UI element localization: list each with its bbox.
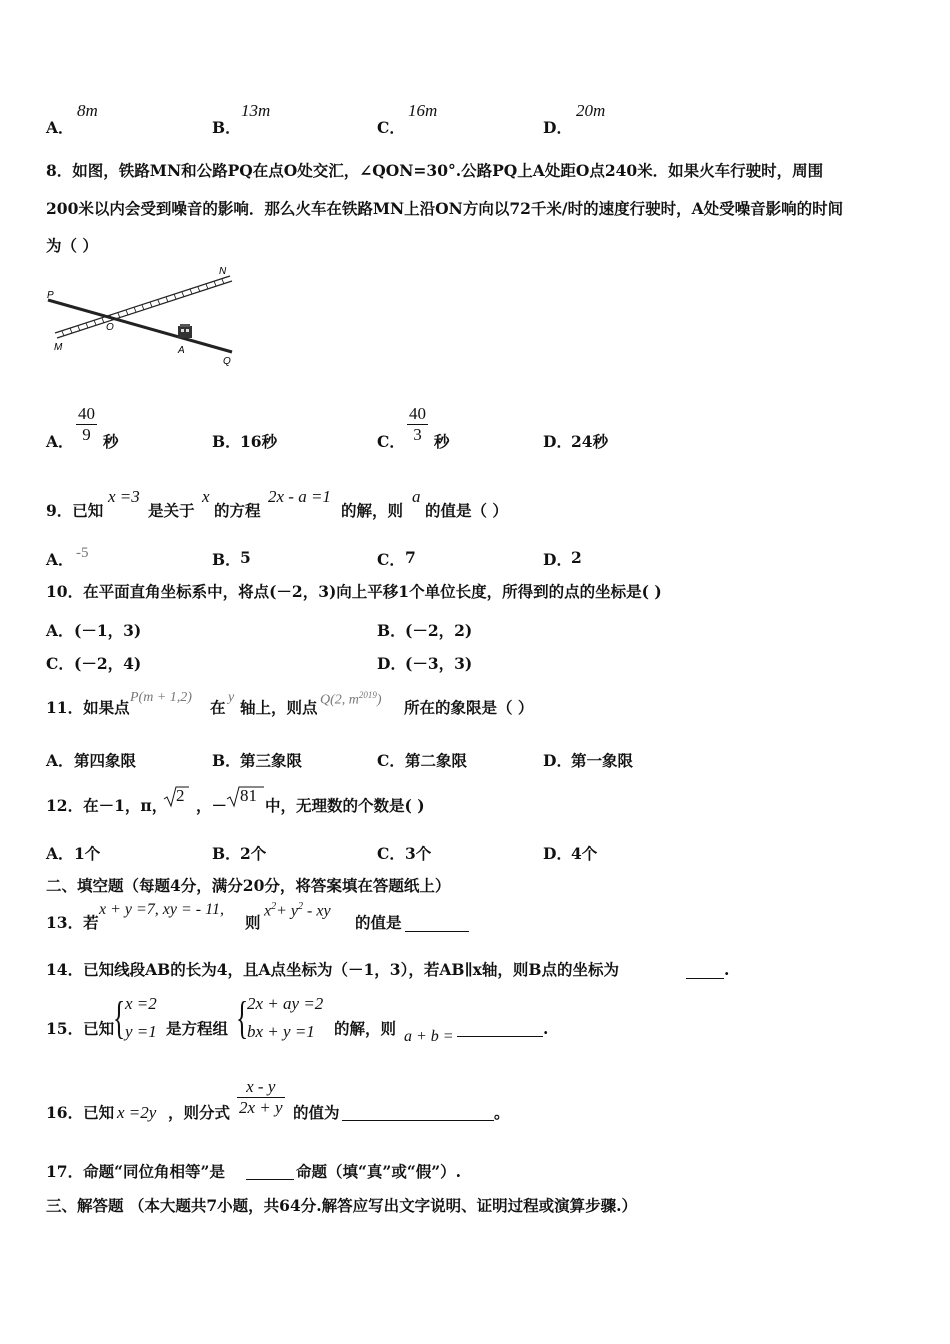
q11-option-d-value: 第一象限 [571, 751, 634, 770]
q8-option-d-label: D． [543, 432, 572, 451]
q15-mid: 是方程组 [166, 1019, 229, 1038]
q8-option-c-fraction [407, 404, 428, 445]
label-p: P [47, 290, 54, 301]
q8-option-d-value: 24秒 [571, 432, 609, 451]
q9-var: x [202, 487, 210, 506]
q14-text: 14．已知线段AB的长为4，且A点坐标为（－1，3），若AB∥x轴，则B点的坐标为 [46, 960, 620, 979]
q12-option-a-value: 1个 [74, 844, 101, 863]
q17-suffix: 命题（填“真”或“假”）. [296, 1162, 462, 1181]
building-a-icon [178, 324, 192, 338]
q16-suffix: 的值为 [293, 1103, 340, 1122]
q10-option-b-value: (－2，2) [405, 621, 473, 640]
q15-expression: a + b = [404, 1028, 454, 1045]
q16-prefix: 16．已知 [46, 1103, 115, 1122]
q17-prefix: 17．命题“同位角相等”是 [46, 1162, 225, 1181]
q10-option-a-label: A． [46, 621, 74, 640]
q8-line-3: 为（ ） [46, 236, 98, 255]
q11-point-p: P(m + 1,2) [130, 690, 192, 705]
q16-answer-blank[interactable] [342, 1102, 494, 1121]
q8-option-c-den: 3 [407, 424, 428, 445]
q15-sys1-line2: y =1 [125, 1022, 157, 1041]
q16-end: 。 [494, 1103, 510, 1122]
q15-answer-blank[interactable] [457, 1018, 543, 1037]
q11-mid1: 在 [210, 698, 226, 717]
q11-option-d-label: D． [543, 751, 572, 770]
label-q: Q [223, 356, 231, 367]
q11-prefix: 11．如果点 [46, 698, 130, 717]
q12-option-a-label: A． [46, 844, 74, 863]
q9-option-d-value: 2 [571, 548, 582, 567]
q16-condition: x =2y [117, 1103, 157, 1122]
q13-expr-xy: - xy [303, 902, 331, 920]
q10-stem: 10．在平面直角坐标系中，将点(－2，3)向上平移1个单位长度，所得到的点的坐标是( ) [46, 582, 662, 601]
q9-mid2: 的方程 [214, 501, 261, 520]
q13-exp-y: 2 [298, 901, 304, 912]
q17-answer-blank[interactable] [246, 1161, 294, 1180]
railway-mn [55, 276, 232, 338]
q11-option-c-value: 第二象限 [405, 751, 468, 770]
q10-option-d-value: (－3，3) [405, 654, 473, 673]
q13-answer-blank[interactable] [405, 913, 469, 932]
q13-expr-x: x [264, 902, 272, 920]
section-3-heading: 三、解答题 （本大题共7小题，共64分.解答应写出文字说明、证明过程或演算步骤.） [46, 1196, 638, 1215]
q8-option-a-unit: 秒 [103, 432, 119, 451]
q15-sys2-line2: bx + y =1 [247, 1022, 315, 1041]
q7-option-b-label: B． [212, 118, 241, 137]
q16-denominator: 2x + y [239, 1098, 283, 1117]
q8-option-a-fraction [76, 404, 97, 445]
q11-y: y [228, 690, 235, 705]
q11-mid2: 轴上，则点 [240, 698, 318, 717]
q9-var2: a [412, 487, 421, 506]
section-2-heading: 二、填空题（每题4分，满分20分，将答案填在答题纸上） [46, 876, 451, 895]
q9-mid1: 是关于 [148, 501, 195, 520]
q15-brace-2: { [236, 992, 249, 1043]
q16-numerator: x - y [246, 1077, 276, 1096]
q15-sys1-line1: x =2 [125, 994, 157, 1013]
q9-option-c-label: C． [377, 550, 405, 569]
q11-suffix: 所在的象限是（ ） [404, 698, 534, 717]
railway-road-figure [40, 262, 250, 374]
q13-expr-y: + y [276, 902, 299, 920]
q13-expression [264, 901, 331, 920]
q11-q-close: ) [376, 692, 382, 708]
q9-option-c-value: 7 [405, 548, 416, 567]
q12-option-c-value: 3个 [405, 844, 432, 863]
q12-option-d-label: D． [543, 844, 572, 863]
q12-sqrt1-radicand: 2 [176, 786, 185, 805]
q11-q-base: Q(2, m [320, 692, 359, 708]
label-o: O [106, 322, 114, 333]
q9-option-d-label: D． [543, 550, 572, 569]
q9-mid3: 的解，则 [341, 501, 404, 520]
q8-option-a-den: 9 [76, 424, 97, 445]
q13-prefix: 13．若 [46, 913, 99, 932]
q11-point-q [320, 690, 382, 709]
q14-answer-blank[interactable] [686, 960, 724, 979]
q10-option-c-label: C． [46, 654, 74, 673]
q9-prefix: 9．已知 [46, 501, 104, 520]
q9-option-b-value: 5 [240, 548, 251, 567]
q8-option-c-label: C． [377, 432, 405, 451]
q8-option-a-num: 40 [78, 404, 95, 423]
q11-option-a-value: 第四象限 [74, 751, 137, 770]
q9-eq1: x =3 [108, 487, 140, 506]
q10-option-b-label: B． [377, 621, 406, 640]
q13-condition: x + y =7, xy = - 11, [99, 901, 224, 918]
q16-fraction [237, 1077, 285, 1118]
q9-option-a-label: A． [46, 550, 74, 569]
q7-option-a-label: A． [46, 118, 74, 137]
label-m: M [54, 342, 63, 353]
q8-option-b-label: B． [212, 432, 241, 451]
q11-option-b-value: 第三象限 [240, 751, 303, 770]
q15-mid2: 的解，则 [334, 1019, 397, 1038]
q7-option-a-value: 8m [77, 101, 98, 120]
q11-option-a-label: A． [46, 751, 74, 770]
q9-option-a-value: -5 [76, 545, 89, 561]
q7-option-c-value: 16m [408, 101, 438, 120]
label-n: N [219, 266, 227, 277]
q13-suffix: 的值是 [355, 913, 402, 932]
q10-option-a-value: (－1，3) [74, 621, 142, 640]
q8-option-c-unit: 秒 [434, 432, 450, 451]
q15-brace-1: { [113, 992, 126, 1043]
q15-sys2-line1: 2x + ay =2 [247, 994, 324, 1013]
q10-option-d-label: D． [377, 654, 406, 673]
q13-exp-x: 2 [271, 901, 277, 912]
q12-option-d-value: 4个 [571, 844, 598, 863]
q8-option-b-value: 16秒 [240, 432, 278, 451]
q11-q-exp: 2019 [358, 690, 377, 700]
q11-option-c-label: C． [377, 751, 405, 770]
q15-prefix: 15．已知 [46, 1019, 115, 1038]
q8-line-2: 200米以内会受到噪音的影响．那么火车在铁路MN上沿ON方向以72千米/时的速度行驶时，A处受噪音影响的时间 [46, 199, 844, 218]
q7-option-b-value: 13m [241, 101, 271, 120]
q15-end: . [543, 1019, 549, 1038]
q9-suffix: 的值是（ ） [425, 501, 508, 520]
q10-option-c-value: (－2，4) [74, 654, 142, 673]
q13-mid: 则 [245, 913, 261, 932]
q12-option-c-label: C． [377, 844, 405, 863]
q9-option-b-label: B． [212, 550, 241, 569]
q9-eq2: 2x - a =1 [268, 487, 331, 506]
q8-option-a-label: A． [46, 432, 74, 451]
label-a: A [178, 345, 185, 356]
q16-mid: ，则分式 [168, 1103, 231, 1122]
q8-option-c-num: 40 [409, 404, 426, 423]
q12-prefix: 12．在－1，π， [46, 796, 168, 815]
q12-mid: ，－ [196, 796, 228, 815]
q12-option-b-value: 2个 [240, 844, 267, 863]
q12-suffix: 中，无理数的个数是( ) [265, 796, 425, 815]
q7-option-c-label: C． [377, 118, 405, 137]
q12-sqrt2-radicand: 81 [240, 786, 257, 805]
q7-option-d-label: D． [543, 118, 572, 137]
q14-end: . [724, 960, 730, 979]
q8-line-1: 8．如图，铁路MN和公路PQ在点O处交汇，∠QON=30°.公路PQ上A处距O点240米．如果火车行驶时，周围 [46, 161, 824, 180]
q11-option-b-label: B． [212, 751, 241, 770]
q12-option-b-label: B． [212, 844, 241, 863]
q7-option-d-value: 20m [576, 101, 606, 120]
